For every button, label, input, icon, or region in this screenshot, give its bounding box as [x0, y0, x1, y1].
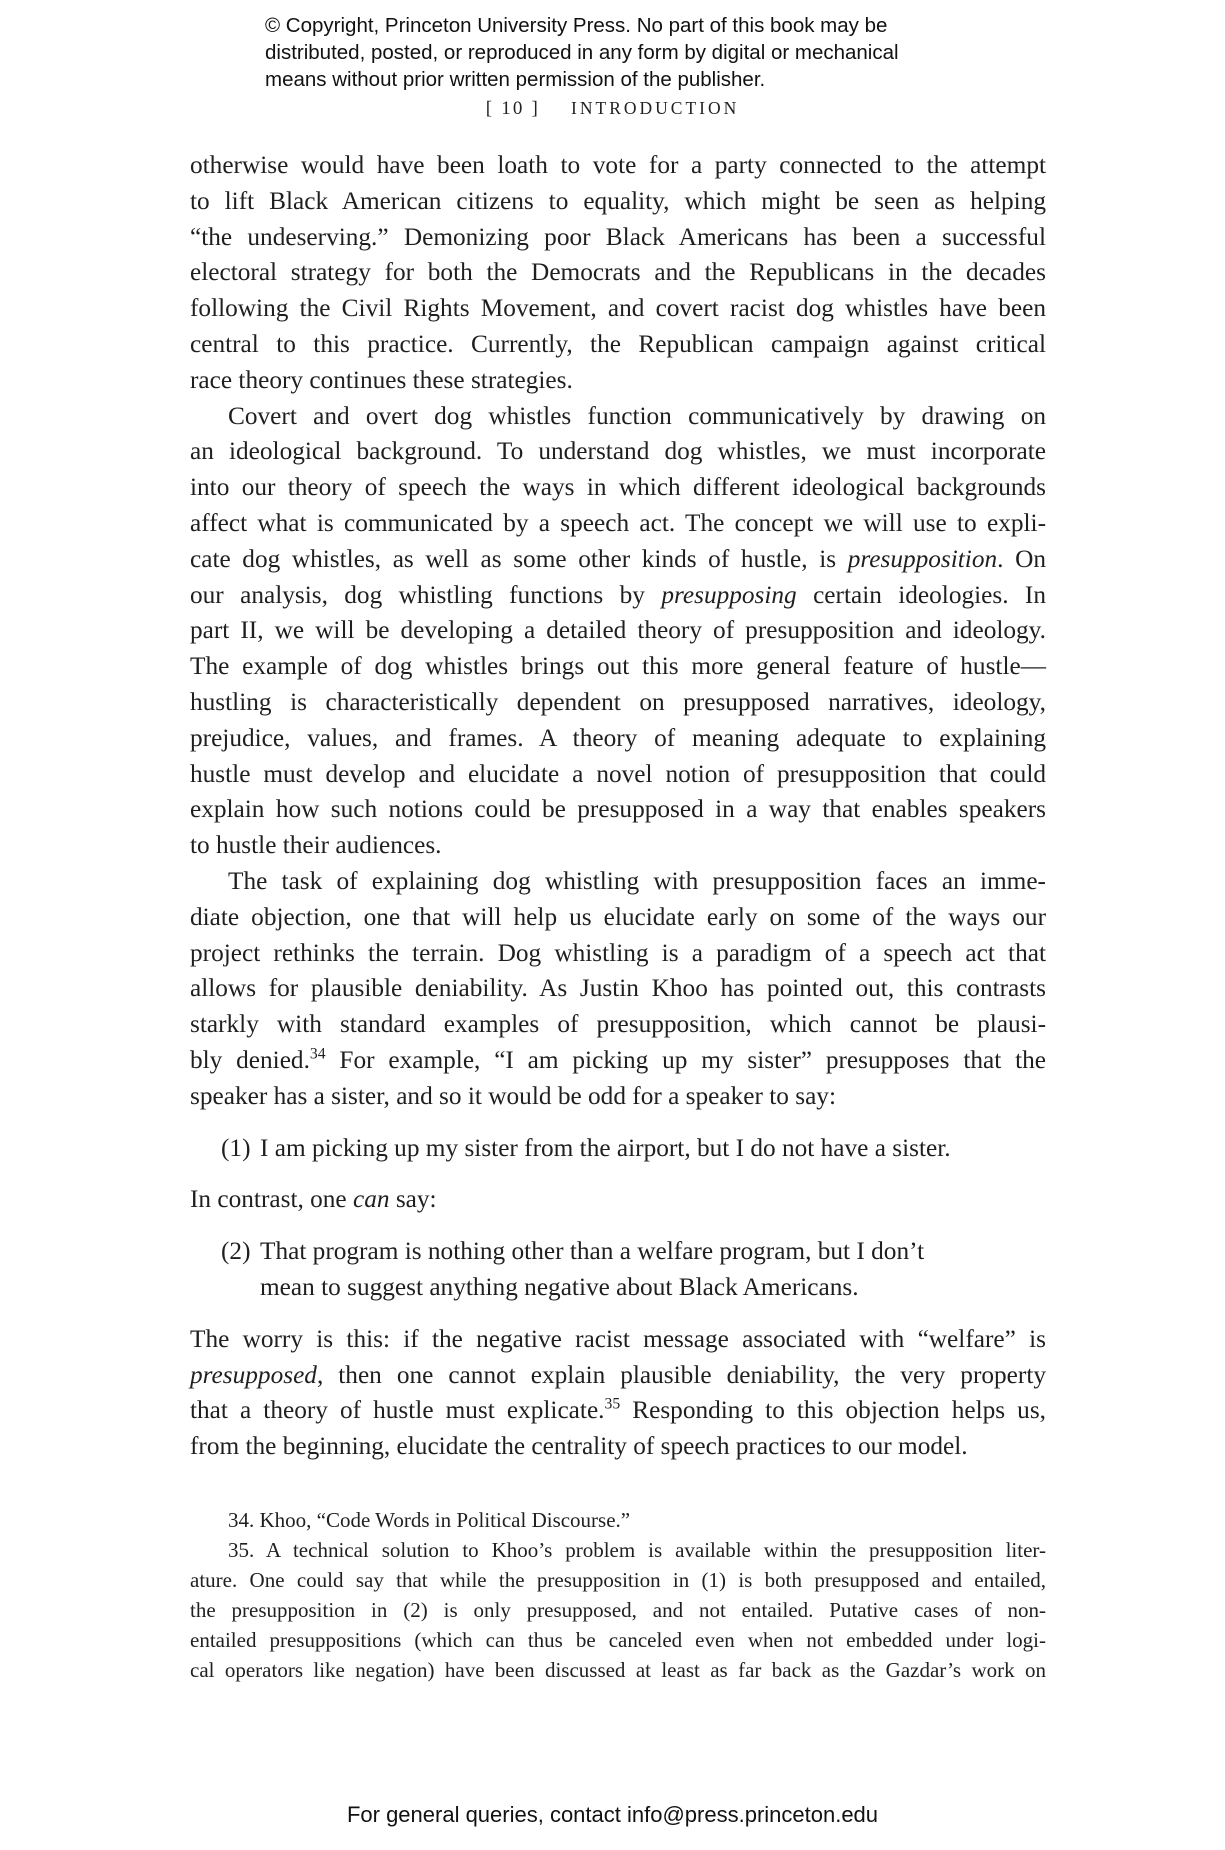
text-line: into our theory of speech the ways in which different ideological backgrounds [190, 473, 1046, 502]
text-line-italic: our analysis, dog whistling functions by presupposing certain ideologies. In [190, 580, 1046, 609]
text-line-italic: cate dog whistles, as well as some other kinds of hustle, is presupposition. On [190, 544, 1046, 573]
text-line: following the Civil Rights Movement, and covert racist dog whistles have been [190, 294, 1046, 323]
text-line: allows for plausible deniability. As Justin Khoo has pointed out, this contrasts [190, 974, 1046, 1003]
example-text: I am picking up my sister from the airport, but I do not have a sister. [260, 1133, 951, 1162]
example-number: (2) [221, 1237, 251, 1266]
footnote-35-line: the presupposition in (2) is only presupposed, and not entailed. Putative cases of non- [190, 1598, 1046, 1622]
footnote-35-line: ature. One could say that while the presupposition in (1) is both presupposed and entailed, [190, 1568, 1046, 1592]
page-number: [ 10 ] [485, 98, 541, 119]
footnote-35-line: entailed presuppositions (which can thus be canceled even when not embedded under logi- [190, 1628, 1046, 1652]
text-line: affect what is communicated by a speech act. The concept we will use to expli- [190, 508, 1046, 537]
example-text: That program is nothing other than a welfare program, but I don’t [260, 1237, 925, 1266]
text-line: prejudice, values, and frames. A theory of meaning adequate to explaining [190, 723, 1046, 752]
footnote-35-line: cal operators like negation) have been discussed at least as far back as the Gazdar’s work on [190, 1658, 1046, 1682]
footnote-34: 34. Khoo, “Code Words in Political Discourse.” [228, 1508, 631, 1532]
text-line-footnote-ref: bly denied.$^{34}$ For example, “I am picking up my sister” presupposes that the [190, 1045, 1046, 1074]
transition-line: In contrast, one can say: [190, 1185, 437, 1214]
text-line: Covert and overt dog whistles function communicatively by drawing on [228, 401, 1046, 430]
text-line: to lift Black American citizens to equality, which might be seen as helping [190, 186, 1046, 215]
text-line: speaker has a sister, and so it would be odd for a speaker to say: [190, 1081, 836, 1110]
paragraph-3 [190, 864, 1046, 1115]
text-line: from the beginning, elucidate the centrality of speech practices to our model. [190, 1432, 968, 1461]
text-line: diate objection, one that will help us elucidate early on some of the ways our [190, 902, 1046, 931]
paragraph-1 [190, 148, 1046, 399]
text-line: hustle must develop and elucidate a novel notion of presupposition that could [190, 759, 1046, 788]
text-line: The task of explaining dog whistling with presupposition faces an imme- [228, 866, 1046, 895]
example-1 [221, 1131, 1046, 1167]
copyright-line-3: means without prior written permission of the publisher. [265, 68, 766, 91]
text-line: The example of dog whistles brings out this more general feature of hustle— [190, 652, 1046, 681]
section-title: INTRODUCTION [571, 98, 740, 118]
text-line: electoral strategy for both the Democrats and the Republicans in the decades [190, 258, 1046, 287]
text-line: The worry is this: if the negative racist message associated with “welfare” is [190, 1324, 1046, 1353]
footer-contact: For general queries, contact info@press.princeton.edu [346, 1802, 879, 1827]
text-line: explain how such notions could be presupposed in a way that enables speakers [190, 795, 1046, 824]
paragraph-4 [190, 1322, 1046, 1465]
footnote-35-line: 35. A technical solution to Khoo’s problem is available within the presupposition liter- [228, 1538, 1046, 1562]
text-line: central to this practice. Currently, the Republican campaign against critical [190, 329, 1046, 358]
text-line: otherwise would have been loath to vote for a party connected to the attempt [190, 151, 1046, 179]
text-line: project rethinks the terrain. Dog whistling is a paradigm of a speech act that [190, 938, 1046, 967]
text-line: to hustle their audiences. [190, 831, 442, 860]
text-line: part II, we will be developing a detailed theory of presupposition and ideology. [190, 616, 1046, 645]
body-text [190, 148, 1046, 1465]
copyright-line-2: distributed, posted, or reproduced in any form by digital or mechanical [265, 41, 899, 64]
example-2 [221, 1234, 1046, 1306]
text-line-footnote-ref: that a theory of hustle must explicate.$^{35}$ Responding to this objection helps us, [190, 1395, 1047, 1425]
text-line-italic: presupposed, then one cannot explain plausible deniability, the very property [190, 1360, 1046, 1389]
text-line: starkly with standard examples of presupposition, which cannot be plausi- [190, 1010, 1046, 1039]
text-line: race theory continues these strategies. [190, 365, 573, 394]
copyright-notice [265, 12, 1025, 93]
copyright-line-1: © Copyright, Princeton University Press. No part of this book may be [265, 14, 888, 37]
example-text-continued: mean to suggest anything negative about Black Americans. [260, 1272, 859, 1301]
text-line: “the undeserving.” Demonizing poor Black Americans has been a successful [190, 222, 1046, 251]
footnotes [190, 1505, 1046, 1685]
running-head [0, 98, 1225, 120]
text-line: hustling is characteristically dependent on presupposed narratives, ideology, [190, 687, 1046, 716]
paragraph-2 [190, 399, 1046, 864]
text-line: an ideological background. To understand dog whistles, we must incorporate [190, 437, 1046, 466]
example-number: (1) [221, 1133, 251, 1162]
